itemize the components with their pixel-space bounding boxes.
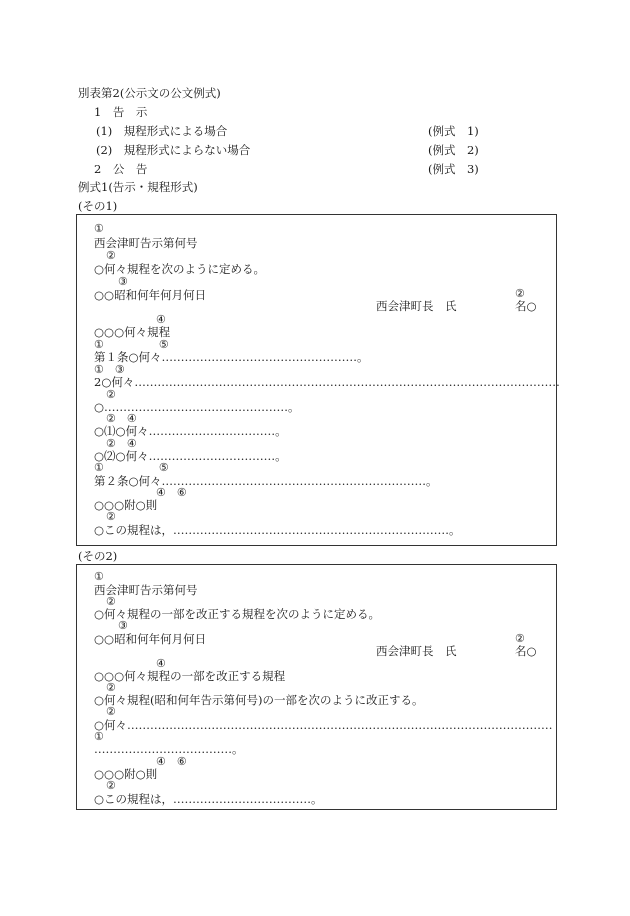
part2-marker-4: ② [515,632,525,645]
part2-marker-8: ① [94,730,104,743]
part1-line-3: ○○昭和何年何月何日 [94,288,207,302]
part2-marker-1: ① [94,570,104,583]
part2-marker-3: ③ [118,619,128,632]
part1-line-6: 第１条○何々……………………………………………。 [94,350,369,364]
part2-marker-9: ④ ⑥ [156,755,187,768]
part2-marker-2: ② [106,595,116,608]
part2-line-2: ○何々規程の一部を改正する規程を次のように定める。 [94,607,381,621]
part2-line-6: ○何々規程(昭和何年告示第何号)の一部を次のように改正する。 [94,693,424,707]
section-kokuji: 1 告 示 [94,105,148,119]
example-title: 例式1(告示・規程形式) [78,180,198,194]
part2-line-3: ○○昭和何年何月何日 [94,632,207,646]
part1-marker-13: ② [106,510,116,523]
part1-line-10: ○⑵○何々……………………………。 [94,449,287,463]
part1-line-12: ○○○附○則 [94,498,158,512]
part1-marker-10: ② ④ [106,437,137,450]
part2-marker-5: ④ [156,657,166,670]
section-kokoku-ref: (例式 3) [428,162,479,176]
part1-marker-6: ① ⑤ [94,338,169,351]
part2-line-8: ………………………………。 [94,742,244,756]
part2-marker-7: ② [106,705,116,718]
part2-marker-10: ② [106,779,116,792]
part2-line-9: ○○○附○則 [94,767,158,781]
part1-line-5: ○○○何々規程 [94,325,171,339]
item-kitei-keishiki: (1) 規程形式による場合 [96,124,228,138]
part1-line-1: 西会津町告示第何号 [94,236,198,250]
part1-marker-11: ① ⑤ [94,461,169,474]
part2-label: (その2) [78,549,118,563]
part1-line-2: ○何々規程を次のように定める。 [94,262,266,276]
part1-line-9: ○⑴○何々……………………………。 [94,424,287,438]
part1-marker-5: ④ [156,313,166,326]
part2-line-10: ○この規程は，………………………………。 [94,792,323,806]
part2-marker-6: ② [106,681,116,694]
part1-signer-name: 名○ [515,299,537,313]
item-kitei-keishiki-nashi: (2) 規程形式によらない場合 [96,143,251,157]
part1-marker-1: ① [94,222,104,235]
document-title: 別表第2(公示文の公文例式) [78,86,221,100]
part1-marker-12: ④ ⑥ [156,486,187,499]
part1-line-7: 2○何々………………………………………………………………………………………………… [94,375,560,389]
part2-line-7: ○何々………………………………………………………………………………………………… [94,718,553,732]
part1-line-13: ○この規程は，………………………………………………………………。 [94,523,461,537]
part1-line-8: ○…………………………………………。 [94,400,300,414]
part1-marker-2: ② [106,249,116,262]
part1-marker-4: ② [515,287,525,300]
part1-line-11: 第２条○何々……………………………………………………………。 [94,474,438,488]
part2-line-5: ○○○何々規程の一部を改正する規程 [94,669,286,683]
item-kitei-keishiki-ref: (例式 1) [428,124,479,138]
item-kitei-keishiki-nashi-ref: (例式 2) [428,143,479,157]
part1-marker-8: ② [106,388,116,401]
part1-marker-7: ① ③ [94,363,125,376]
part1-marker-3: ③ [118,275,128,288]
part2-line-1: 西会津町告示第何号 [94,583,198,597]
part2-signer-name: 名○ [515,644,537,658]
part1-marker-9: ② ④ [106,412,137,425]
part1-signer: 西会津町長 氏 [376,299,457,313]
section-kokoku: 2 公 告 [94,162,148,176]
part2-signer: 西会津町長 氏 [376,644,457,658]
part1-label: (その1) [78,199,118,213]
